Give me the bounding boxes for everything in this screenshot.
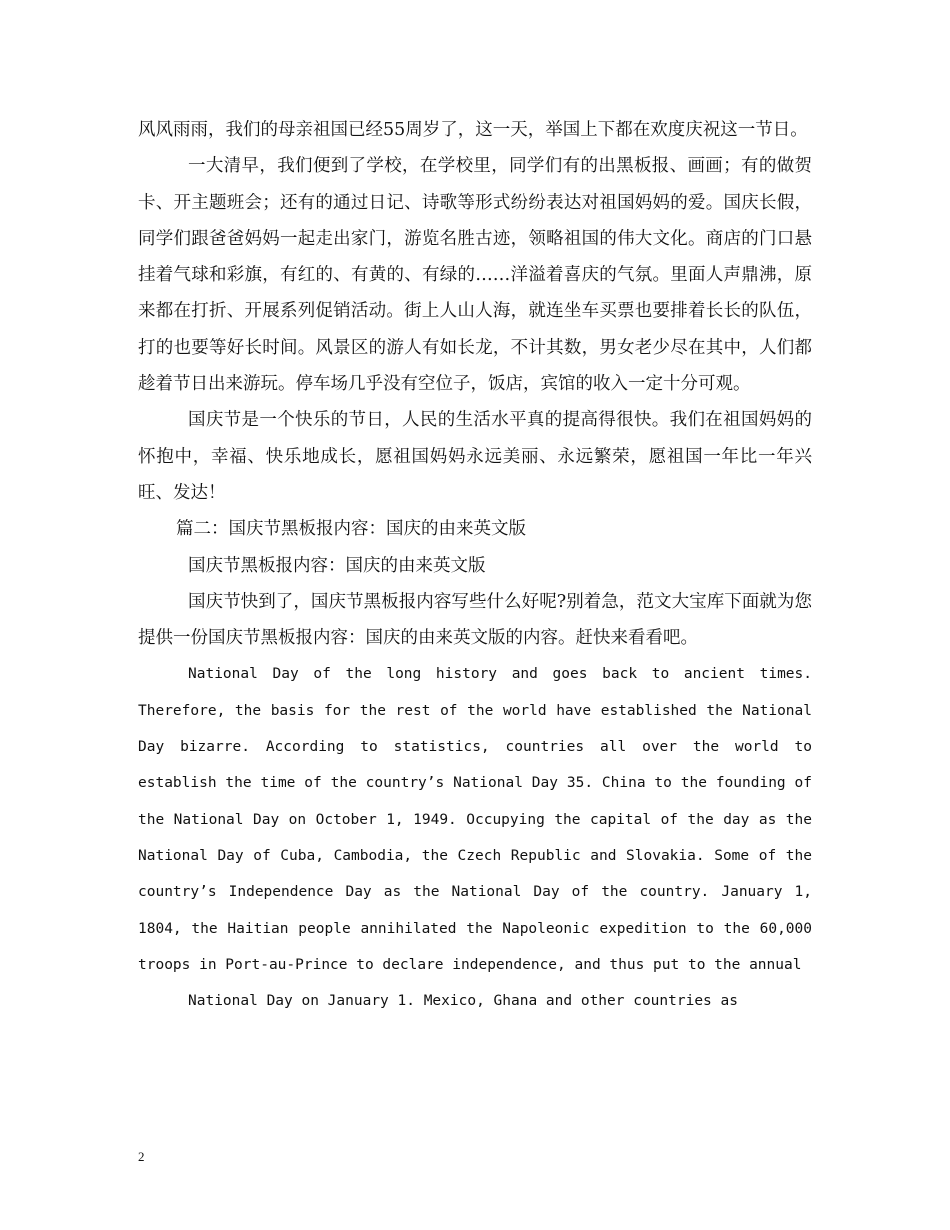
english-paragraph-1: National Day of the long history and goes back to ancient times. Therefore, the basis for the rest of the world have established the National Day bizarre. According to statistics, countries all over the world to establish the time of the country’s National Day 35. China to the founding of the National Day on October 1, 1949. Occupying the capital of the day as the National Day of Cuba, Cambodia, the Czech Republic and Slovakia. Some of the country’s Independence Day as the National Day of the country. January 1, 1804, the Haitian people annihilated the Napoleonic expedition to the 60,000 troops in Port-au-Prince to declare independence, and thus put to the annual [138, 666, 812, 973]
paragraph-intro: 国庆节快到了，国庆节黑板报内容写些什么好呢?别着急，范文大宝库下面就为您提供一份国庆节黑板报内容：国庆的由来英文版的内容。赶快来看看吧。 [138, 591, 812, 649]
paragraph-1: 风风雨雨，我们的母亲祖国已经55周岁了，这一天，举国上下都在欢度庆祝这一节日。 [138, 120, 808, 140]
english-paragraph-2: National Day on January 1. Mexico, Ghana and other countries as [188, 993, 738, 1010]
paragraph-3: 国庆节是一个快乐的节日，人民的生活水平真的提高得很快。我们在祖国妈妈的怀抱中，幸福、快乐地成长，愿祖国妈妈永远美丽、永远繁荣，愿祖国一年比一年兴旺、发达！ [138, 410, 812, 503]
page-number: 2 [138, 1149, 145, 1164]
article-title: 国庆节黑板报内容：国庆的由来英文版 [188, 555, 486, 576]
paragraph-2: 一大清早，我们便到了学校，在学校里，同学们有的出黑板报、画画；有的做贺卡、开主题班会；还有的通过日记、诗歌等形式纷纷表达对祖国妈妈的爱。国庆长假，同学们跟爸爸妈妈一起走出家门，游览名胜古迹，领略祖国的伟大文化。商店的门口悬挂着气球和彩旗，有红的、有黄的、有绿的……洋溢着喜庆的气氛。里面人声鼎沸，原来都在打折、开展系列促销活动。街上人山人海，就连坐车买票也要排着长长的队伍，打的也要等好长时间。风景区的游人有如长龙，不计其数，男女老少尽在其中，人们都趁着节日出来游玩。停车场几乎没有空位子，饭店，宾馆的收入一定十分可观。 [138, 156, 812, 395]
document-body [138, 112, 812, 1019]
section-heading: 篇二：国庆节黑板报内容：国庆的由来英文版 [176, 519, 526, 540]
